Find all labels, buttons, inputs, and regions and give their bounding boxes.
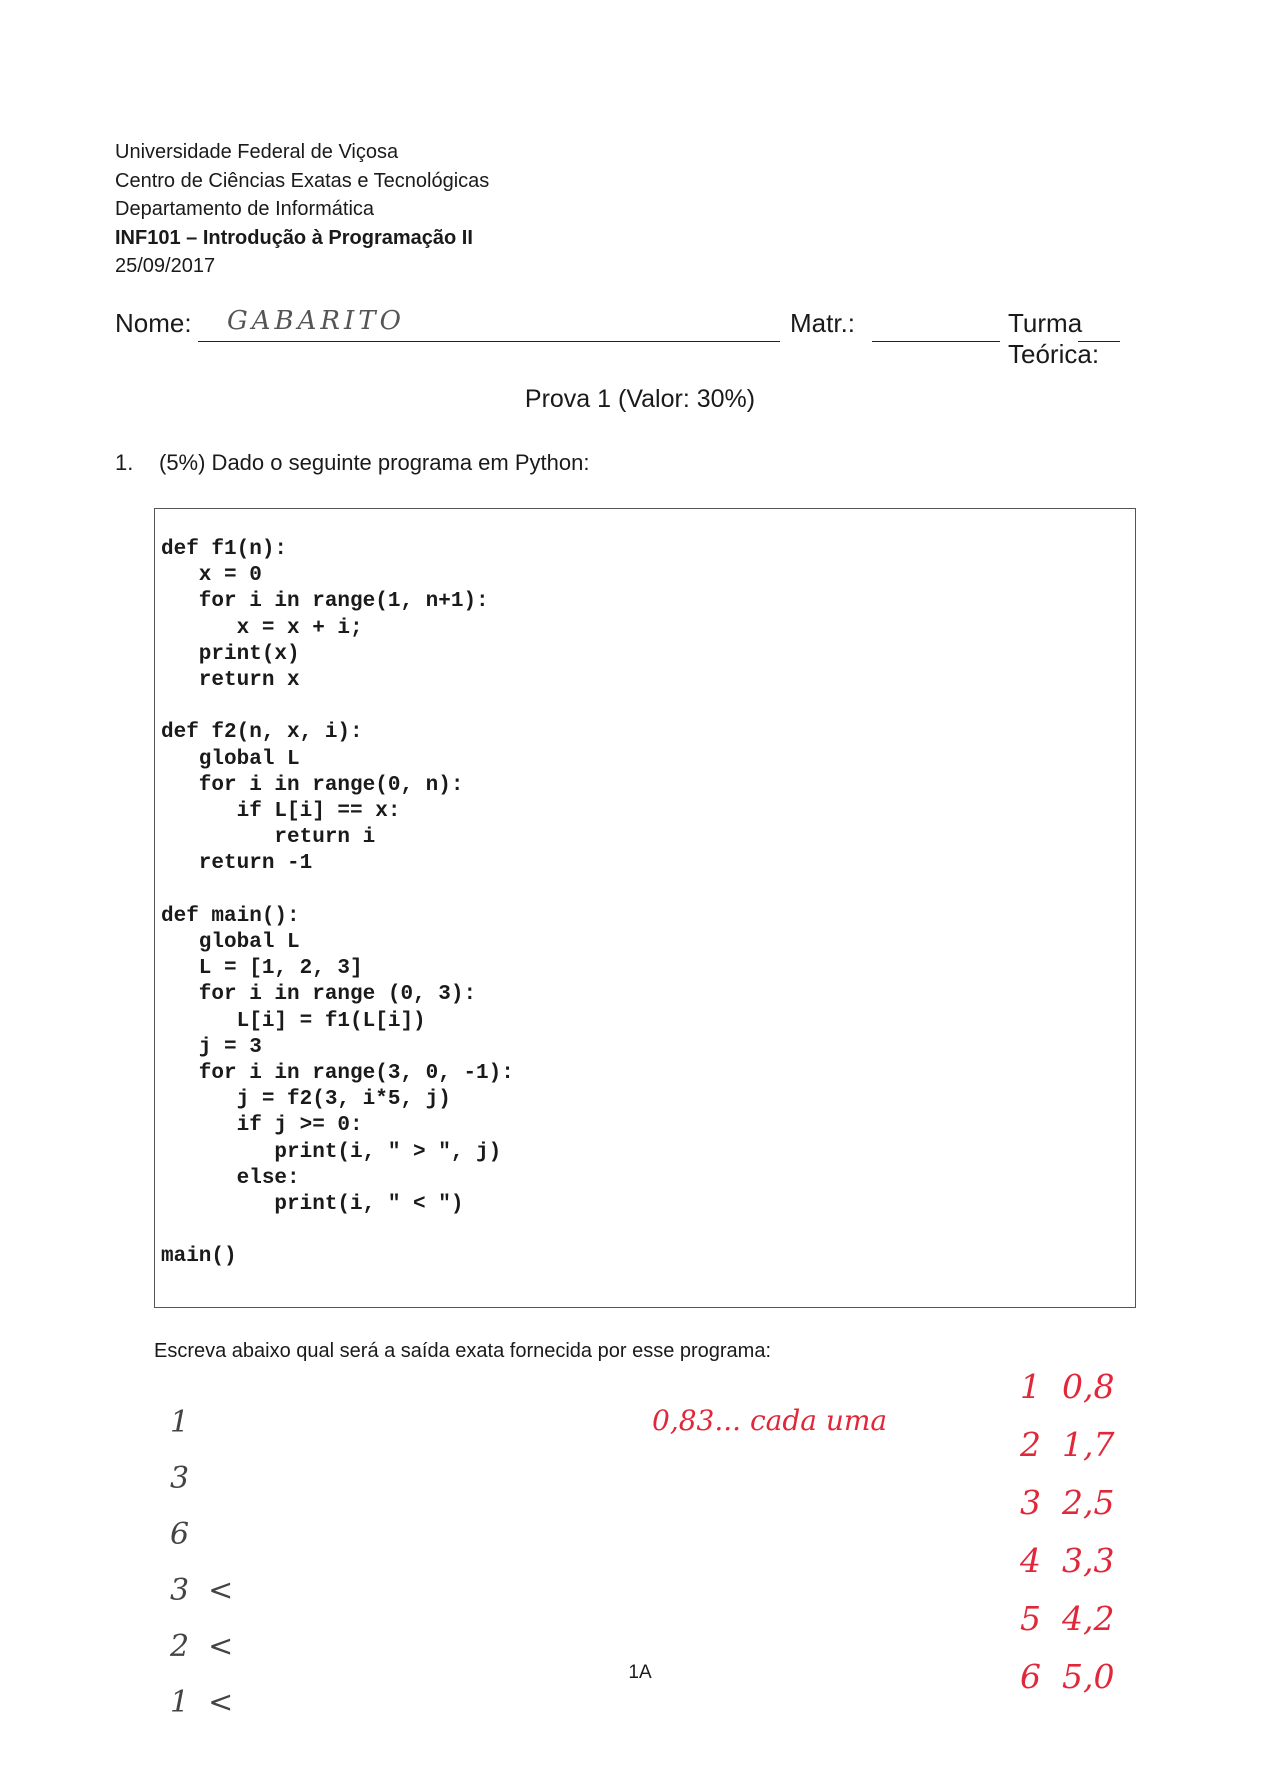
score-value: 2,5 xyxy=(1062,1483,1115,1522)
score-line xyxy=(1020,1532,1114,1590)
name-label: Nome: xyxy=(115,308,192,338)
score-count: 6 xyxy=(1020,1657,1041,1696)
score-line xyxy=(1020,1474,1114,1532)
score-line xyxy=(1020,1358,1114,1416)
score-value: 4,2 xyxy=(1062,1599,1115,1638)
header-block xyxy=(115,138,489,281)
matr-label: Matr.: xyxy=(790,308,856,338)
answer-line: 3 < xyxy=(170,1573,234,1608)
answer-line: 3 xyxy=(170,1461,190,1496)
grading-note: 0,83... cada uma xyxy=(652,1404,888,1437)
grading-scores xyxy=(1020,1358,1114,1706)
matr-field[interactable] xyxy=(872,341,1000,342)
turma-label: Turma Teórica: xyxy=(1008,308,1100,369)
department-name: Departamento de Informática xyxy=(115,198,375,220)
score-value: 1,7 xyxy=(1062,1425,1115,1464)
score-value: 5,0 xyxy=(1062,1657,1115,1696)
page-number: 1A xyxy=(628,1662,652,1683)
center-name: Centro de Ciências Exatas e Tecnológicas xyxy=(115,169,490,192)
score-count: 1 xyxy=(1020,1367,1041,1406)
question-number: 1. xyxy=(115,450,134,475)
score-value: 3,3 xyxy=(1062,1541,1115,1580)
score-count: 4 xyxy=(1020,1541,1041,1580)
score-value: 0,8 xyxy=(1062,1367,1115,1406)
score-line xyxy=(1020,1590,1114,1648)
exam-date: 25/09/2017 xyxy=(115,255,216,277)
question-text: (5%) Dado o seguinte programa em Python: xyxy=(159,450,590,475)
score-count: 3 xyxy=(1020,1483,1041,1522)
answer-line: 2 < xyxy=(170,1629,234,1664)
python-code: def f1(n): x = 0 for i in range(1, n+1): x = x + i; print(x) return x def f2(n, x, i): global L for i in range(0, n): if L[i] == x: return i return -1 def main(): global L L = [1, 2, 3] for i in range (0, 3): L[i] = f1(L[i]) j = 3 for i in range(3, 0, -1): j = f2(3, i*5, j) if j >= 0: print(i, " > ", j) else: print(i, " < ") main() xyxy=(161,538,514,1269)
exam-title: Prova 1 (Valor: 30%) xyxy=(524,385,756,413)
code-box xyxy=(154,508,1136,1308)
answer-line: 6 xyxy=(170,1517,190,1552)
university-name: Universidade Federal de Viçosa xyxy=(115,141,399,163)
answer-instruction: Escreva abaixo qual será a saída exata fornecida por esse programa: xyxy=(154,1340,772,1362)
question-1 xyxy=(115,450,589,476)
course-name: INF101 – Introdução à Programação II xyxy=(115,226,473,249)
answer-line: 1 < xyxy=(170,1685,234,1720)
student-info-row xyxy=(115,306,1125,369)
score-count: 5 xyxy=(1020,1599,1041,1638)
score-count: 2 xyxy=(1020,1425,1041,1464)
name-value: GABARITO xyxy=(227,306,405,336)
answer-line: 1 xyxy=(170,1405,190,1440)
turma-field[interactable] xyxy=(1078,341,1120,342)
name-field[interactable] xyxy=(198,341,780,342)
score-line xyxy=(1020,1416,1114,1474)
